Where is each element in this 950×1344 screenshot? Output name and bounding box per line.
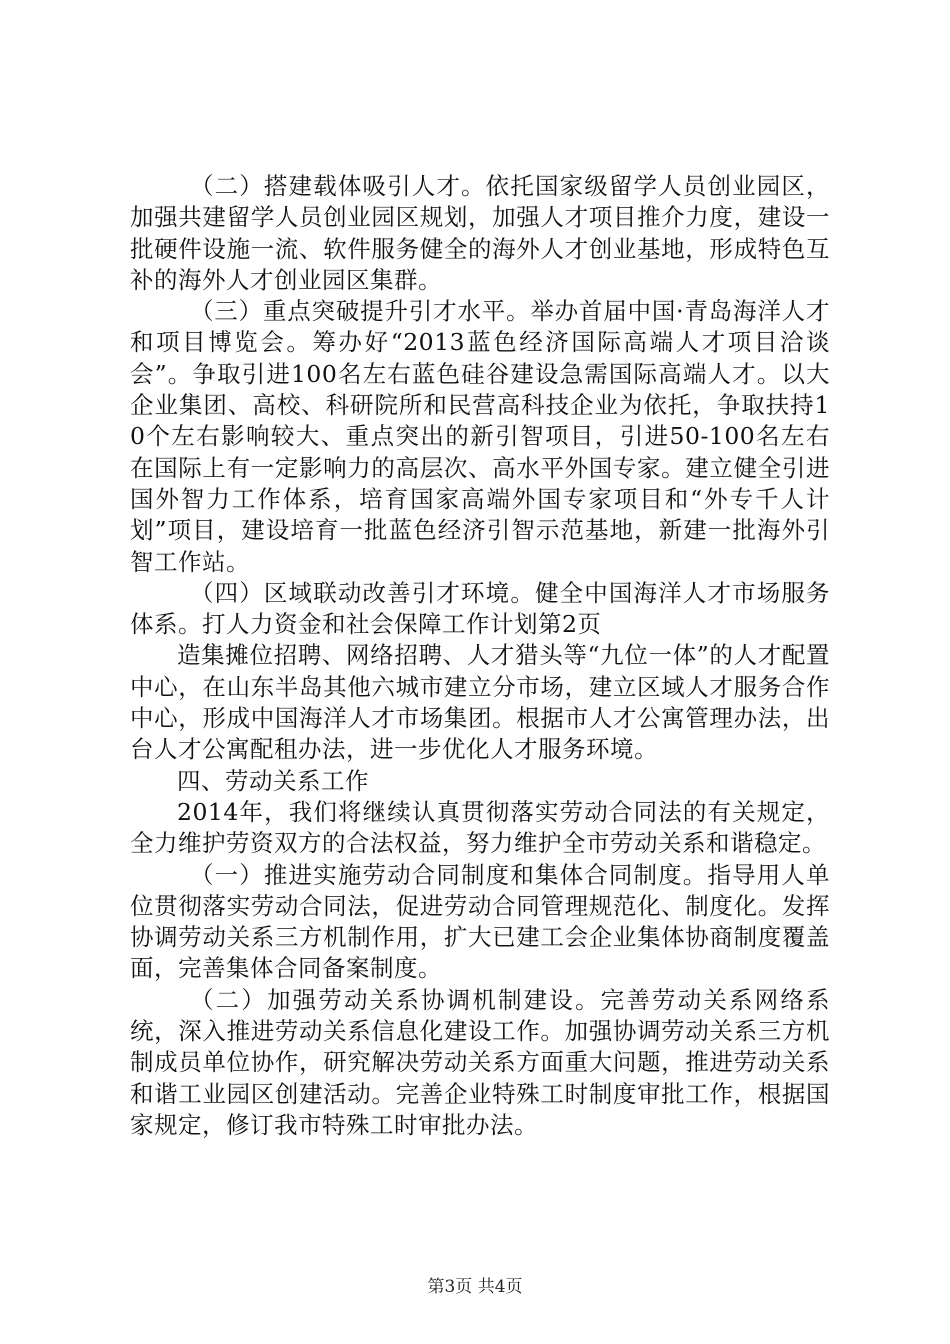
- paragraph-labor-contract-system: （一）推进实施劳动合同制度和集体合同制度。指导用人单位贯彻落实劳动合同法，促进劳动合同管理规范化、制度化。发挥协调劳动关系三方机制作用，扩大已建工会企业集体协商制度覆盖面，完善集体合同备案制度。: [130, 860, 830, 983]
- paragraph-labor-2014: 2014年，我们将继续认真贯彻落实劳动合同法的有关规定，全力维护劳资双方的合法权益，努力维护全市劳动关系和谐稳定。: [130, 797, 830, 858]
- paragraph-labor-coordination: （二）加强劳动关系协调机制建设。完善劳动关系网络系统，深入推进劳动关系信息化建设工作。加强协调劳动关系三方机制成员单位协作，研究解决劳动关系方面重大问题，推进劳动关系和谐工业园区创建活动。完善企业特殊工时制度审批工作，根据国家规定，修订我市特殊工时审批办法。: [130, 985, 830, 1139]
- page-footer: 第3页 共4页: [427, 1277, 523, 1297]
- section-heading-labor-relations: 四、劳动关系工作: [177, 766, 369, 795]
- paragraph-regional-linkage: （四）区域联动改善引才环境。健全中国海洋人才市场服务体系。打人力资金和社会保障工作计划第2页: [130, 578, 830, 639]
- document-body: [130, 171, 830, 1141]
- paragraph-talent-recruitment-level: （三）重点突破提升引才水平。举办首届中国·青岛海洋人才和项目博览会。筹办好“2013蓝色经济国际高端人才项目洽谈会”。争取引进100名左右蓝色硅谷建设急需国际高端人才。以大企业集团、高校、科研院所和民营高科技企业为依托，争取扶持10个左右影响较大、重点突出的新引智项目，引进50-100名左右在国际上有一定影响力的高层次、高水平外国专家。建立健全引进国外智力工作体系，培育国家高端外国专家项目和“外专千人计划”项目，建设培育一批蓝色经济引智示范基地，新建一批海外引智工作站。: [130, 297, 830, 576]
- paragraph-talent-market: 造集摊位招聘、网络招聘、人才猎头等“九位一体”的人才配置中心，在山东半岛其他六城市建立分市场，建立区域人才服务合作中心，形成中国海洋人才市场集团。根据市人才公寓管理办法，出台人才公寓配租办法，进一步优化人才服务环境。: [130, 641, 830, 764]
- paragraph-attract-talent-carrier: （二）搭建载体吸引人才。依托国家级留学人员创业园区，加强共建留学人员创业园区规划，加强人才项目推介力度，建设一批硬件设施一流、软件服务健全的海外人才创业基地，形成特色互补的海外人才创业园区集群。: [130, 172, 830, 294]
